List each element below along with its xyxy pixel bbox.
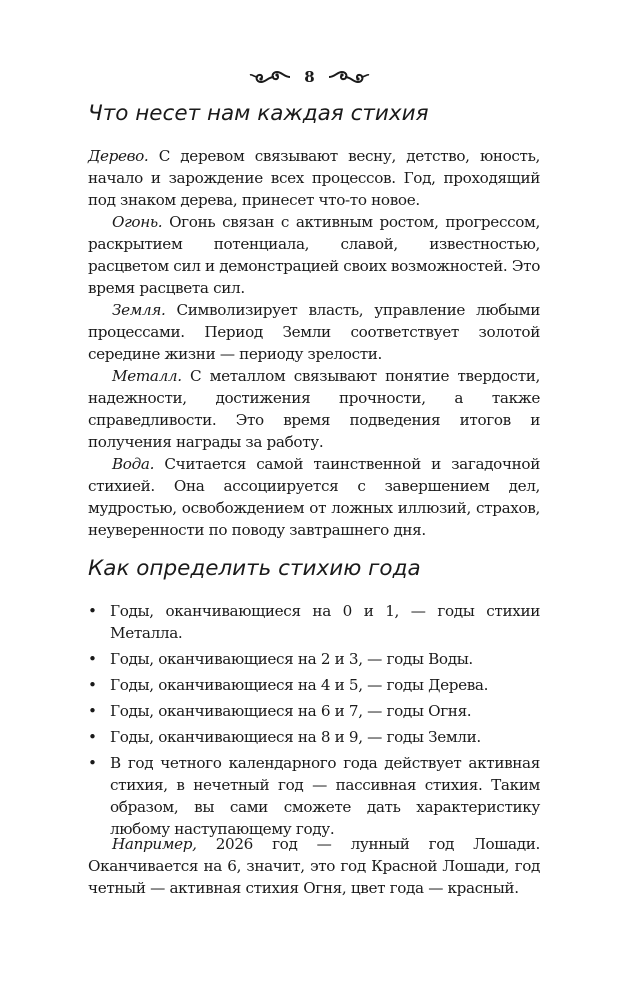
text-wood: С деревом связывают весну, детство, юность, начало и зарождение всех процессов. Год, проходящий под знаком дерева, принесет что-то новое. [88, 147, 540, 209]
list-item-text: Годы, оканчивающиеся на 0 и 1, — годы стихии Металла. [110, 602, 540, 642]
list-item [88, 648, 540, 670]
list-item [88, 600, 540, 644]
section-title-determine-element: Как определить стихию года [88, 556, 421, 581]
scroll-ornament-right-icon [327, 68, 371, 86]
list-item [88, 700, 540, 722]
bullet-icon: • [88, 602, 97, 620]
paragraph-wood [88, 145, 540, 211]
bullet-icon: • [88, 728, 97, 746]
text-water: Считается самой таинственной и загадочной стихией. Она ассоциируется с завершением дел, мудростью, освобождением от ложных иллюзий, страхов, неуверенности по поводу завтрашнего дня. [88, 455, 540, 539]
paragraph-metal [88, 365, 540, 453]
list-item-text: В год четного календарного года действует активная стихия, в нечетный год — пассивная стихия. Таким образом, вы сами сможете дать характеристику любому наступающему году. [110, 754, 540, 838]
bullet-icon: • [88, 754, 97, 772]
example-block [88, 833, 540, 899]
list-item [88, 752, 540, 840]
text-metal: С металлом связывают понятие твердости, надежности, достижения прочности, а также справедливости. Это время подведения итогов и получения награды за работу. [88, 367, 540, 451]
page-number: 8 [304, 68, 315, 86]
text-fire: Огонь связан с активным ростом, прогрессом, раскрытием потенциала, славой, известностью, расцветом сил и демонстрацией своих возможностей. Это время расцвета сил. [88, 213, 540, 297]
list-item-text: Годы, оканчивающиеся на 6 и 7, — годы Огня. [110, 702, 472, 720]
bullet-icon: • [88, 650, 97, 668]
list-item-text: Годы, оканчивающиеся на 4 и 5, — годы Дерева. [110, 676, 489, 694]
term-water: Вода. [112, 455, 155, 473]
list-item [88, 726, 540, 748]
list-item [88, 674, 540, 696]
bullet-list [88, 600, 540, 844]
page-header [0, 64, 619, 90]
paragraph-fire [88, 211, 540, 299]
bullet-icon: • [88, 676, 97, 694]
paragraph-earth [88, 299, 540, 365]
list-item-text: Годы, оканчивающиеся на 2 и 3, — годы Воды. [110, 650, 473, 668]
paragraph-water [88, 453, 540, 541]
term-earth: Земля. [112, 301, 166, 319]
elements-description [88, 145, 540, 541]
term-fire: Огонь. [112, 213, 163, 231]
list-item-text: Годы, оканчивающиеся на 8 и 9, — годы Земли. [110, 728, 481, 746]
example-term: Например, [112, 835, 197, 853]
example-paragraph [88, 833, 540, 899]
term-metal: Металл. [112, 367, 182, 385]
term-wood: Дерево. [88, 147, 149, 165]
example-text: 2026 год — лунный год Лошади. Оканчивается на 6, значит, это год Красной Лошади, год четный — активная стихия Огня, цвет года — красный. [88, 835, 540, 897]
scroll-ornament-left-icon [248, 68, 292, 86]
text-earth: Символизирует власть, управление любыми процессами. Период Земли соответствует золотой середине жизни — периоду зрелости. [88, 301, 540, 363]
section-title-elements: Что несет нам каждая стихия [88, 101, 429, 126]
bullet-icon: • [88, 702, 97, 720]
